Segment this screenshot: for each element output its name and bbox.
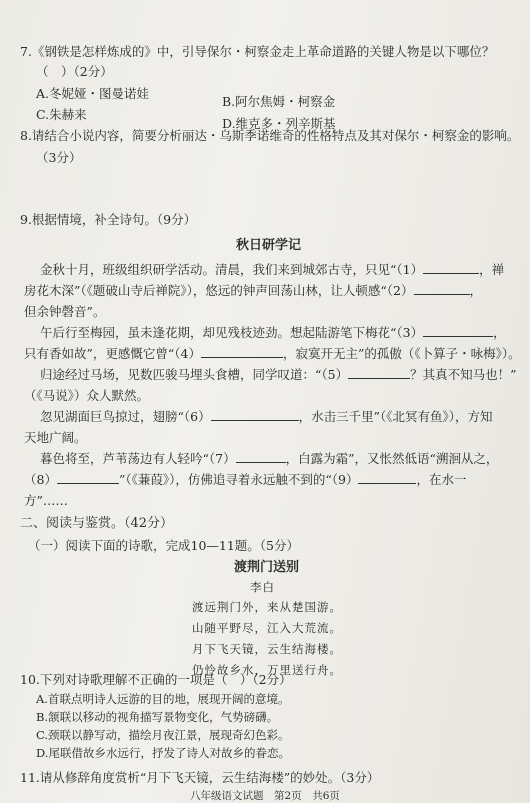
answer-blank-3[interactable] bbox=[423, 325, 493, 337]
q7-points: （ ）（2分） bbox=[36, 64, 113, 79]
poem-line: 仍怜故乡水，万里送行舟。 bbox=[192, 663, 342, 677]
q10-option-a: A.首联点明诗人远游的目的地，展现开阔的意境。 bbox=[36, 692, 290, 706]
q9-line: 天地广阔。 bbox=[24, 430, 87, 445]
poem-line: 月下飞天镜，云生结海楼。 bbox=[192, 642, 342, 656]
answer-blank-4[interactable] bbox=[201, 346, 283, 358]
answer-blank-8[interactable] bbox=[57, 472, 119, 484]
q9-line: （8） ”（《蒹葭》），仿佛追寻着永远触不到的“（9） ，在水一 bbox=[24, 472, 467, 487]
q10-option-d: D.尾联借故乡水远行，抒发了诗人对故乡的眷恋。 bbox=[36, 746, 290, 760]
q10-option-c: C.颈联以静写动，描绘月夜江景，展现奇幻色彩。 bbox=[36, 728, 290, 742]
q10-option-b: B.颔联以移动的视角描写景物变化，气势磅礴。 bbox=[36, 710, 279, 724]
answer-blank-5[interactable] bbox=[348, 367, 410, 379]
q9-line: 但余钟磬音”。 bbox=[24, 304, 106, 319]
poem-line: 山随平野尽，江入大荒流。 bbox=[192, 621, 342, 635]
q9-line: 忽见湖面巨鸟掠过，翅膀“（6） ，水击三千里”（《北冥有鱼》），方知 bbox=[40, 409, 493, 424]
section-heading: 二、阅读与鉴赏。（42分） bbox=[20, 516, 174, 531]
answer-blank-1[interactable] bbox=[423, 262, 479, 274]
q9-line: 房花木深”（《题破山寺后禅院》），悠远的钟声回荡山林，让人顿感“（2） ， bbox=[24, 283, 483, 298]
q9-line: 午后行至梅园，虽未逢花期，却见残枝迹劲。想起陆游笔下梅花“（3） ， bbox=[40, 325, 506, 340]
answer-blank-7[interactable] bbox=[236, 451, 286, 463]
section-subheading: （一）阅读下面的诗歌，完成10—11题。（5分） bbox=[28, 538, 300, 553]
poem-author: 李白 bbox=[250, 580, 275, 594]
q7-stem: 7.《钢铁是怎样炼成的》中，引导保尔・柯察金走上革命道路的关键人物是以下哪位？ bbox=[20, 44, 495, 59]
q9-line: （《马说》）众人默然。 bbox=[24, 388, 150, 403]
q9-line: 方”…… bbox=[24, 493, 68, 508]
q8-points: （3分） bbox=[36, 150, 82, 165]
q11-stem: 11.请从修辞角度赏析“月下飞天镜，云生结海楼”的妙处。（3分） bbox=[20, 770, 380, 785]
q7-option-c: C.朱赫来 bbox=[36, 107, 87, 122]
q7-option-b: B.阿尔焦姆・柯察金 bbox=[222, 94, 336, 109]
q7-option-a: A.冬妮娅・图曼诺娃 bbox=[36, 86, 150, 101]
q8-stem: 8.请结合小说内容，简要分析丽达・乌斯季诺维奇的性格特点及其对保尔・柯察金的影响。 bbox=[20, 128, 520, 143]
q7-option-d: D.维克多・列辛斯基 bbox=[222, 116, 336, 131]
poem-title: 渡荆门送别 bbox=[234, 560, 300, 575]
q9-line: 暮色将至，芦苇荡边有人轻吟“（7） ，白露为霜”，又怅然低语“溯洄从之， bbox=[40, 451, 499, 466]
q10-stem: 10.下列对诗歌理解不正确的一项是（ ）（2分） bbox=[20, 672, 292, 687]
poem-line: 渡远荆门外，来从楚国游。 bbox=[192, 600, 342, 614]
q9-line: 归途经过马场，见数匹骏马埋头食槽，同学叹道：“（5） ？其真不知马也！” bbox=[40, 367, 517, 382]
answer-blank-2[interactable] bbox=[414, 283, 470, 295]
q9-line: 金秋十月，班级组织研学活动。清晨，我们来到城郊古寺，只见“（1） ，禅 bbox=[40, 262, 505, 277]
answer-blank-9[interactable] bbox=[358, 472, 416, 484]
q9-stem: 9.根据情境，补全诗句。（9分） bbox=[20, 212, 197, 227]
q9-line: 只有香如故”，更感慨它曾“（4） ，寂寞开无主”的孤傲（《卜算子・咏梅》）。 bbox=[24, 346, 521, 361]
page-footer: 八年级语文试题 第2页 共6页 bbox=[190, 790, 340, 802]
answer-blank-6[interactable] bbox=[211, 409, 299, 421]
q9-passage-title: 秋日研学记 bbox=[236, 238, 302, 253]
